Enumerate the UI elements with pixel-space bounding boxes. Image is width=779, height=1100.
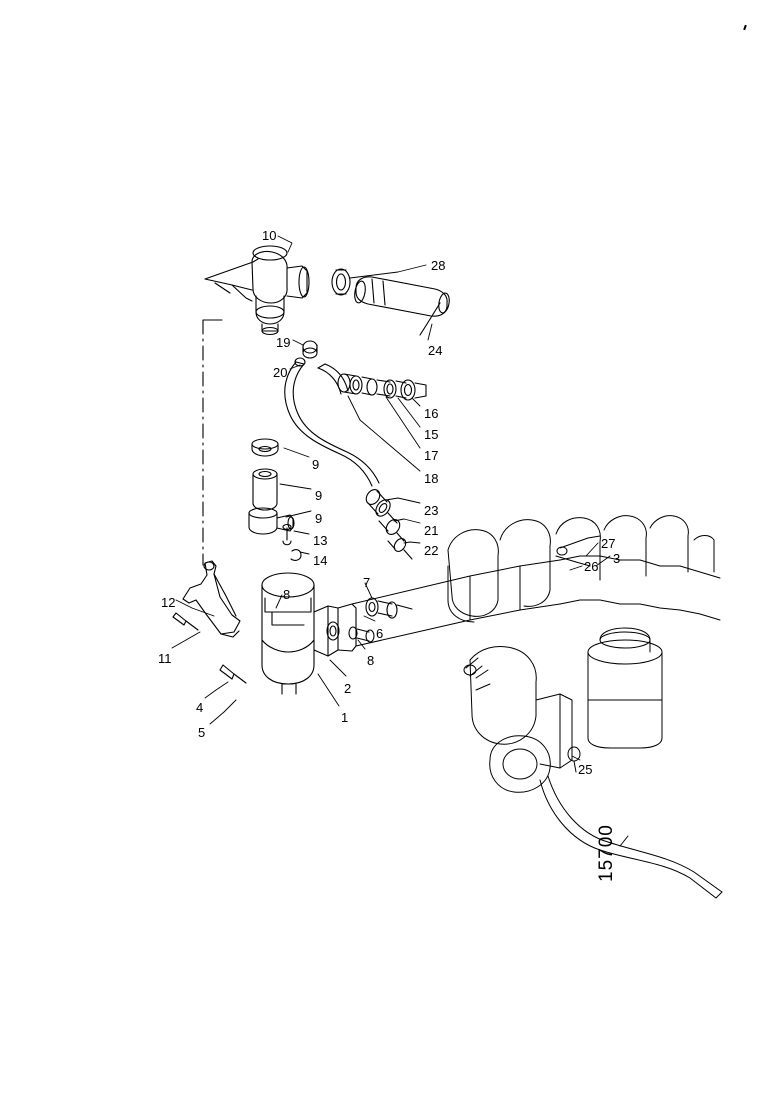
callout-9-c: 9 <box>315 511 323 526</box>
callout-11: 11 <box>158 651 172 666</box>
callout-13: 13 <box>313 533 328 548</box>
callout-1: 1 <box>341 710 349 725</box>
parts-1-2-housing <box>262 573 356 694</box>
part-24-hose <box>353 277 450 335</box>
callout-17: 17 <box>424 448 439 463</box>
parts-15-18-inline-fittings <box>338 374 426 400</box>
engine-block-background <box>352 516 722 898</box>
callout-10: 10 <box>262 228 277 243</box>
callout-5: 5 <box>198 725 206 740</box>
parts-13-14-pin-clip <box>283 525 301 561</box>
callout-15: 15 <box>424 427 439 442</box>
callout-16: 16 <box>424 406 439 421</box>
callout-7: 7 <box>363 575 371 590</box>
callout-8-b: 8 <box>367 653 375 668</box>
callout-18: 18 <box>424 471 439 486</box>
callout-14: 14 <box>313 553 328 568</box>
part-10-valve-handle <box>205 246 309 335</box>
callout-6: 6 <box>376 626 384 641</box>
callout-4: 4 <box>196 700 204 715</box>
callout-22: 22 <box>424 543 439 558</box>
callout-19: 19 <box>276 335 291 350</box>
leader-lines <box>172 236 610 760</box>
callout-28: 28 <box>431 258 446 273</box>
parts-9-bushings <box>249 439 294 534</box>
callout-2: 2 <box>344 681 352 696</box>
callout-25: 25 <box>578 762 593 777</box>
callout-24: 24 <box>428 343 443 358</box>
drawing-number: 15700 <box>596 824 617 882</box>
callout-27: 27 <box>601 536 616 551</box>
callout-21: 21 <box>424 523 439 538</box>
callout-26: 26 <box>584 559 599 574</box>
callout-12: 12 <box>161 595 176 610</box>
callout-3: 3 <box>613 551 621 566</box>
parts-11-12-bracket <box>173 561 246 683</box>
callout-9-a: 9 <box>312 457 320 472</box>
part-28-ring <box>332 269 350 295</box>
callout-8-a: 8 <box>283 587 291 602</box>
hose-branch-upper <box>318 364 348 394</box>
part-19-fitting <box>303 341 317 358</box>
callout-9-b: 9 <box>315 488 323 503</box>
callout-23: 23 <box>424 503 439 518</box>
parts-21-23-lower-fittings <box>363 487 412 559</box>
callout-20: 20 <box>273 365 288 380</box>
